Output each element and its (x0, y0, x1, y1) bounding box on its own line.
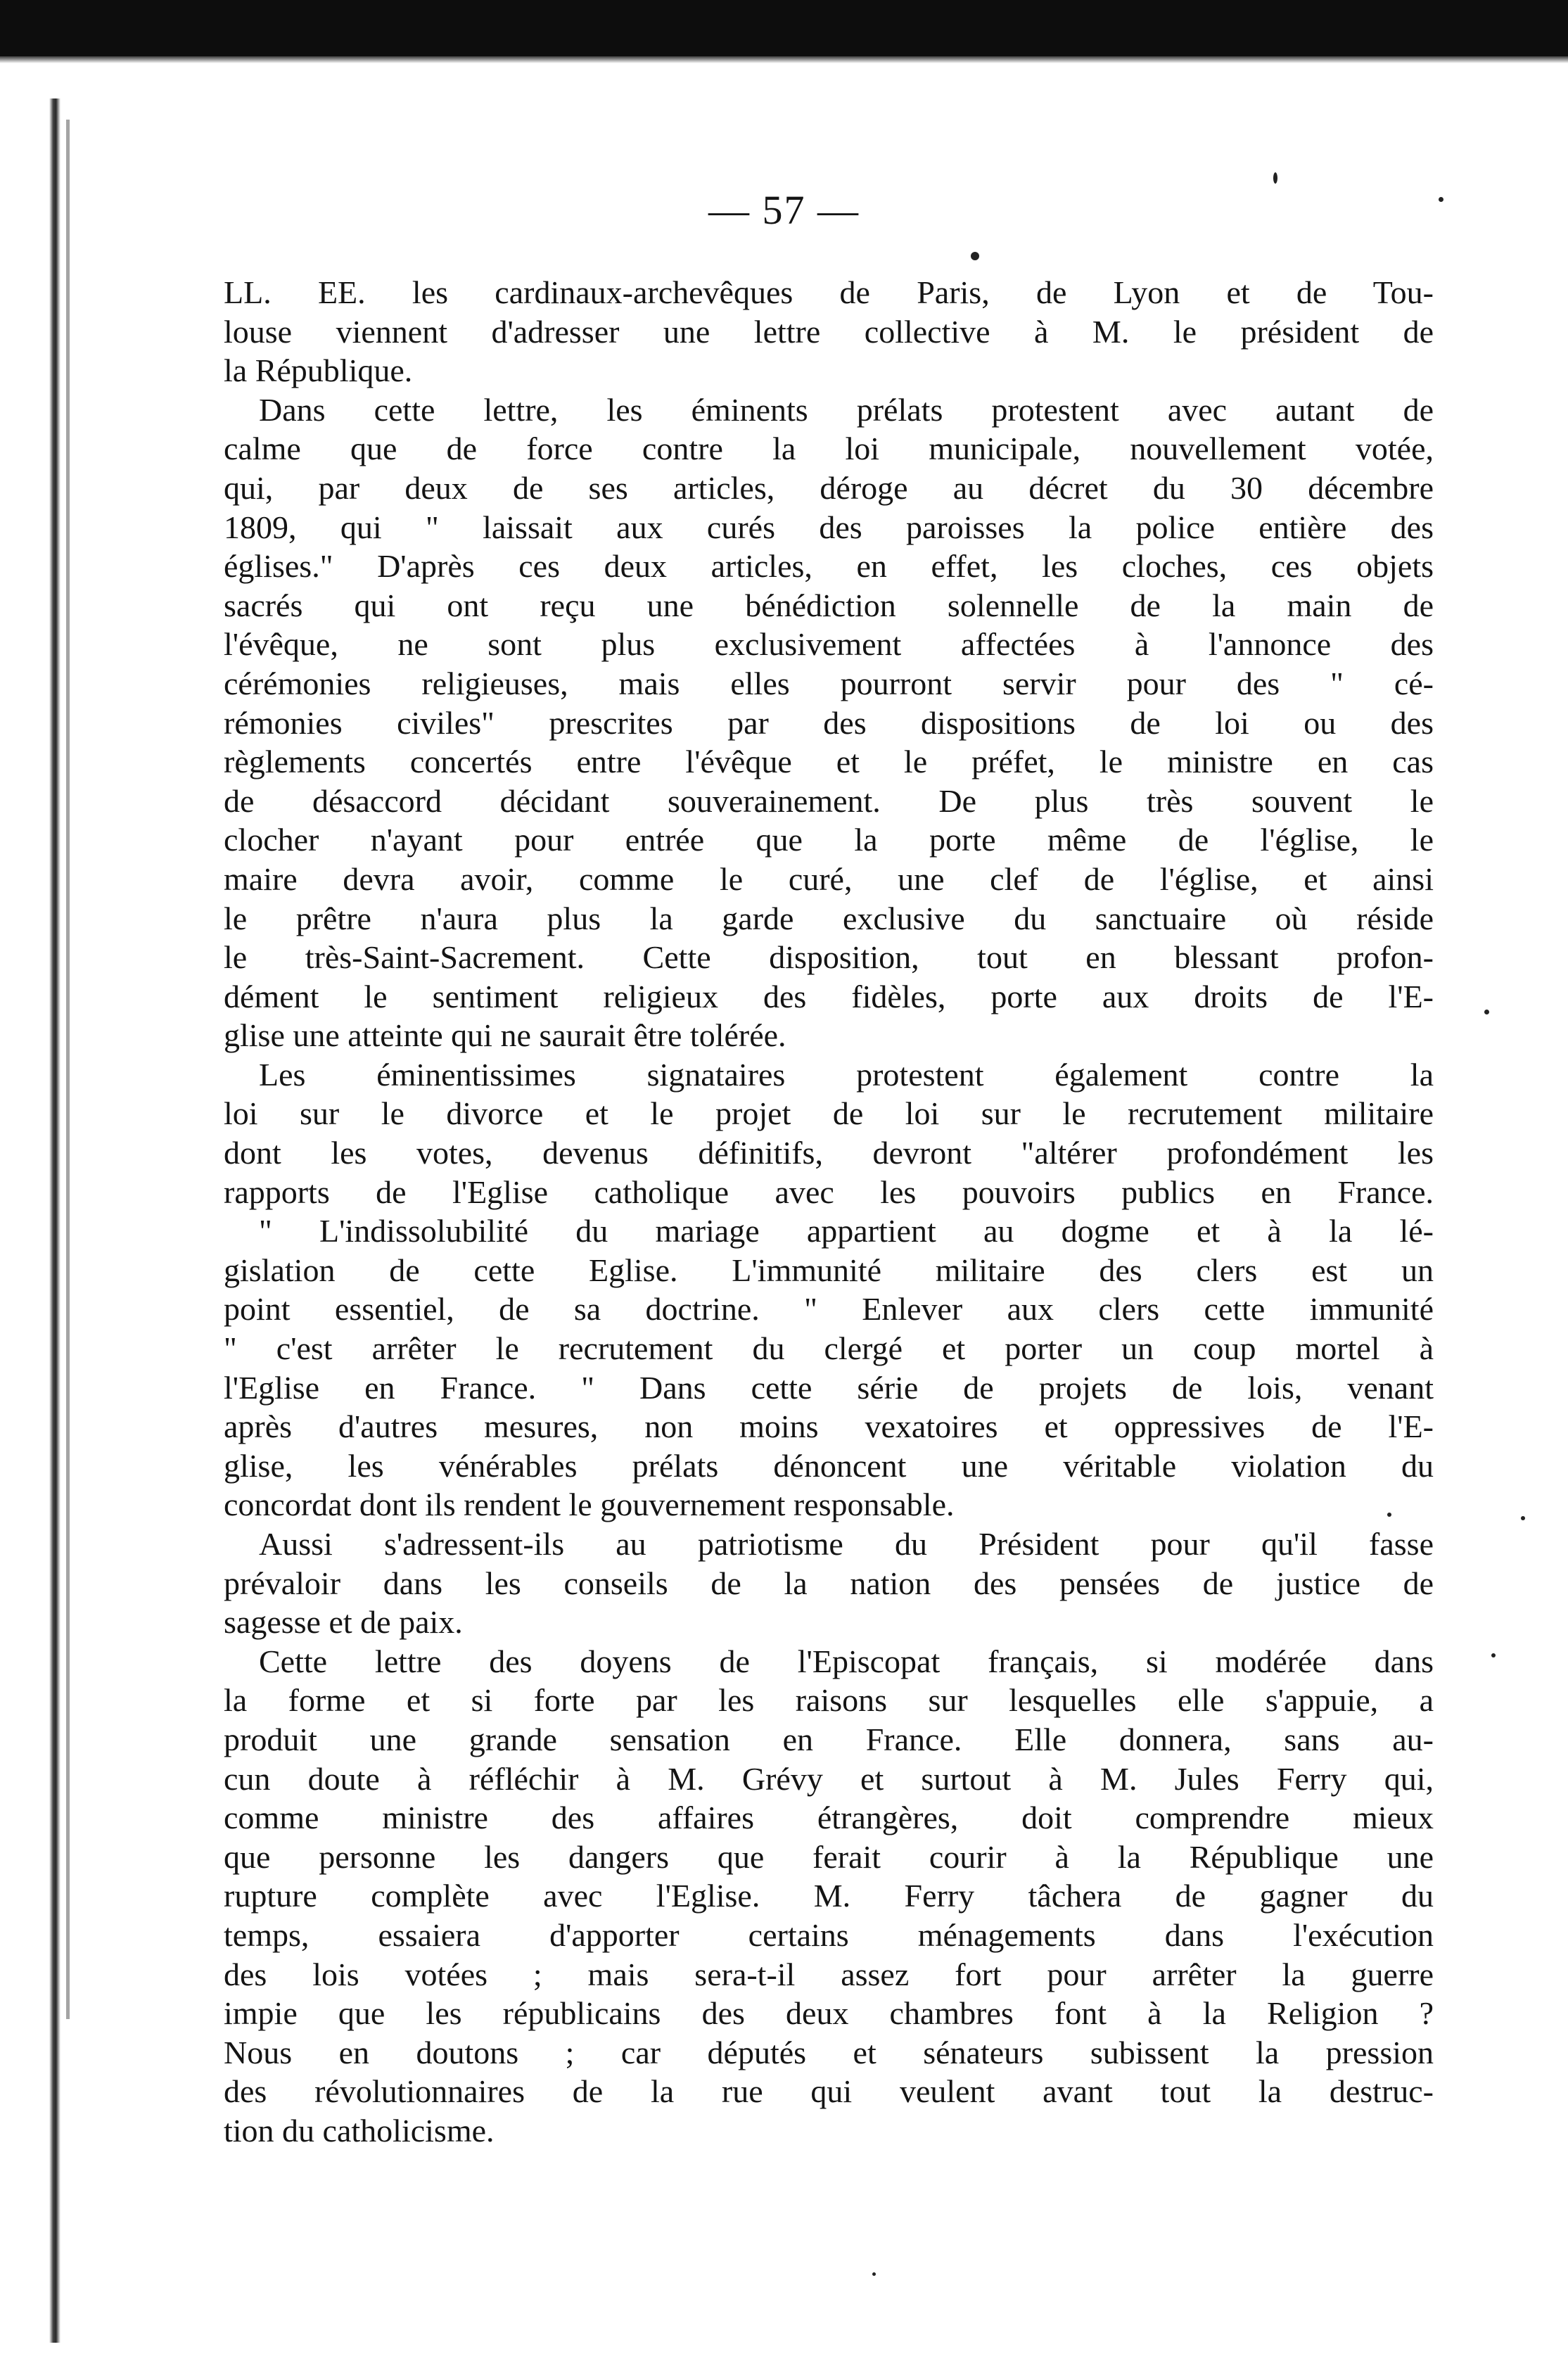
text-line: règlements concertés entre l'évêque et le préfet, le ministre en cas (224, 744, 1434, 780)
text-line: Aussi s'adressent-ils au patriotisme du Président pour qu'il fasse (259, 1526, 1434, 1562)
scan-speck (1273, 172, 1277, 184)
text-line: 1809, qui " laissait aux curés des paroisses la police entière des (224, 509, 1434, 545)
text-line: l'Eglise en France. " Dans cette série de projets de lois, venant (224, 1369, 1434, 1406)
text-line: Cette lettre des doyens de l'Episcopat français, si modérée dans (259, 1643, 1434, 1679)
text-line: sagesse et de paix. (224, 1604, 463, 1641)
scan-speck (1484, 1010, 1489, 1014)
text-line: Dans cette lettre, les éminents prélats protestent avec autant de (259, 391, 1434, 428)
text-line: loi sur le divorce et le projet de loi sur le recrutement militaire (224, 1095, 1434, 1132)
text-line: qui, par deux de ses articles, déroge au décret du 30 décembre (224, 469, 1434, 506)
scan-speck (872, 2272, 876, 2276)
scan-left-binding-edge (49, 98, 60, 2343)
text-line: églises." D'après ces deux articles, en effet, les cloches, ces objets (224, 548, 1434, 585)
text-line: point essentiel, de sa doctrine. " Enlever aux clers cette immunité (224, 1291, 1434, 1328)
text-line: rapports de l'Eglise catholique avec les pouvoirs publics en France. (224, 1173, 1434, 1210)
text-line: cérémonies religieuses, mais elles pourront servir pour des " cé- (224, 665, 1434, 701)
text-line: des lois votées ; mais sera-t-il assez fort pour arrêter la guerre (224, 1956, 1434, 1992)
text-line: concordat dont ils rendent le gouvernement responsable. (224, 1487, 955, 1523)
text-line: tion du catholicisme. (224, 2112, 495, 2149)
text-line: que personne les dangers que ferait courir à la République une (224, 1838, 1434, 1875)
text-line: temps, essaiera d'apporter certains ménagements dans l'exécution (224, 1916, 1434, 1953)
scan-speck (1521, 1516, 1525, 1520)
text-line: des révolutionnaires de la rue qui veulent avant tout la destruc- (224, 2073, 1434, 2110)
text-line: dément le sentiment religieux des fidèles, porte aux droits de l'E- (224, 978, 1434, 1014)
text-line: rupture complète avec l'Eglise. M. Ferry tâchera de gagner du (224, 1878, 1434, 1914)
scan-left-binding-shadow (66, 120, 70, 2019)
text-line: cun doute à réfléchir à M. Grévy et surtout à M. Jules Ferry qui, (224, 1760, 1434, 1797)
text-line: dont les votes, devenus définitifs, devront "altérer profondément les (224, 1135, 1434, 1171)
text-line: rémonies civiles" prescrites par des dispositions de loi ou des (224, 704, 1434, 741)
text-line: Les éminentissimes signataires protestent également contre la (259, 1056, 1434, 1093)
text-line: le très-Saint-Sacrement. Cette disposition, tout en blessant profon- (224, 939, 1434, 976)
text-line: impie que les républicains des deux chambres font à la Religion ? (224, 1995, 1434, 2032)
scan-speck (971, 252, 979, 260)
text-line: prévaloir dans les conseils de la nation des pensées de justice de (224, 1565, 1434, 1601)
text-line: après d'autres mesures, non moins vexatoires et oppressives de l'E- (224, 1408, 1434, 1445)
scan-speck (1491, 1653, 1496, 1657)
text-line: de désaccord décidant souverainement. De plus très souvent le (224, 782, 1434, 819)
scan-top-border-fade (0, 56, 1568, 63)
text-line: gislation de cette Eglise. L'immunité militaire des clers est un (224, 1252, 1434, 1288)
scan-top-border (0, 0, 1568, 56)
body-text (224, 273, 1434, 2151)
text-line: maire devra avoir, comme le curé, une clef de l'église, et ainsi (224, 860, 1434, 897)
text-line: l'évêque, ne sont plus exclusivement affectées à l'annonce des (224, 626, 1434, 663)
text-line: produit une grande sensation en France. Elle donnera, sans au- (224, 1721, 1434, 1757)
text-line: comme ministre des affaires étrangères, doit comprendre mieux (224, 1800, 1434, 1836)
text-line: " c'est arrêter le recrutement du clergé et porter un coup mortel à (224, 1330, 1434, 1367)
text-line: " L'indissolubilité du mariage appartient au dogme et à la lé- (259, 1213, 1434, 1249)
text-line: clocher n'ayant pour entrée que la porte même de l'église, le (224, 822, 1434, 858)
text-line: glise, les vénérables prélats dénoncent une véritable violation du (224, 1447, 1434, 1484)
text-line: Nous en doutons ; car députés et sénateurs subissent la pression (224, 2034, 1434, 2070)
text-line: louse viennent d'adresser une lettre collective à M. le président de (224, 313, 1434, 350)
text-line: la forme et si forte par les raisons sur lesquelles elle s'appuie, a (224, 1682, 1434, 1719)
text-line: la République. (224, 352, 413, 389)
text-line: le prêtre n'aura plus la garde exclusive du sanctuaire où réside (224, 900, 1434, 936)
page-number: — 57 — (708, 187, 860, 233)
text-line: calme que de force contre la loi municipale, nouvellement votée, (224, 431, 1434, 467)
text-line: sacrés qui ont reçu une bénédiction solennelle de la main de (224, 587, 1434, 623)
text-line: glise une atteinte qui ne saurait être tolérée. (224, 1017, 786, 1054)
text-line: LL. EE. les cardinaux-archevêques de Paris, de Lyon et de Tou- (224, 274, 1434, 310)
